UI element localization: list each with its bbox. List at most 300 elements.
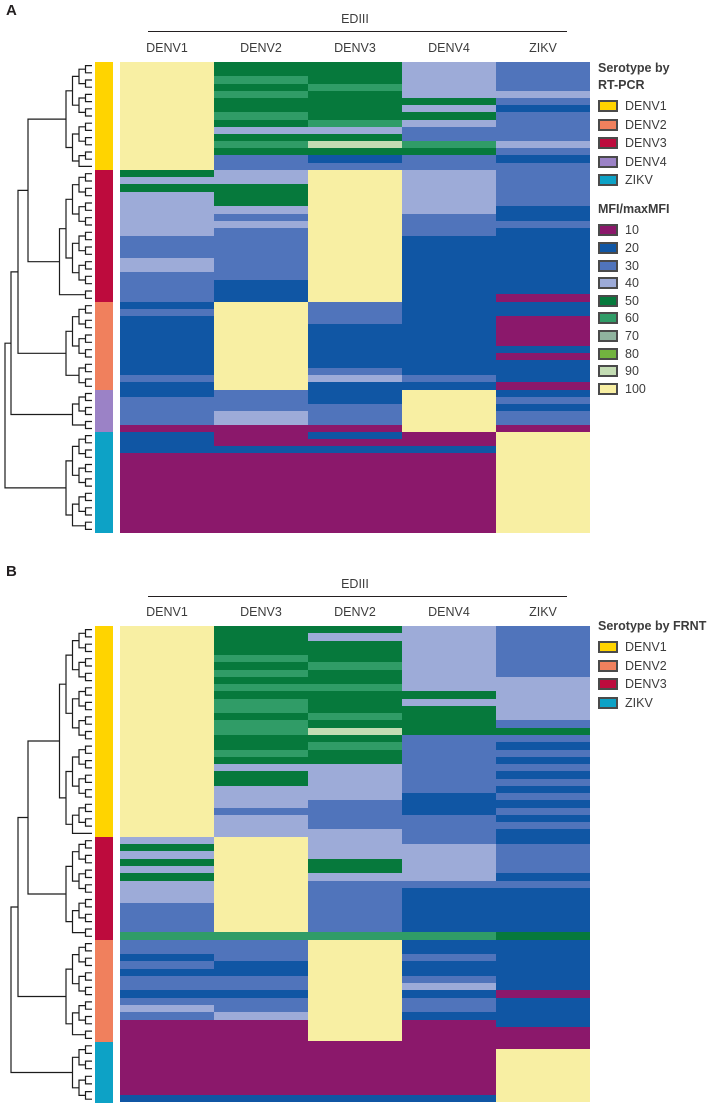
heatmap-cell <box>402 757 496 764</box>
heatmap-cell <box>214 214 308 221</box>
heatmap-cell <box>308 411 402 418</box>
heatmap-cell <box>214 998 308 1005</box>
heatmap-row <box>120 69 590 76</box>
heatmap-cell <box>402 903 496 910</box>
heatmap-cell <box>402 633 496 640</box>
heatmap-cell <box>402 214 496 221</box>
heatmap-cell <box>402 1080 496 1088</box>
heatmap-cell <box>120 228 214 235</box>
heatmap-row <box>120 1072 590 1080</box>
heatmap-row <box>120 199 590 206</box>
heatmap-cell <box>402 141 496 148</box>
heatmap-cell <box>308 786 402 793</box>
heatmap-cell <box>308 888 402 895</box>
heatmap-cell <box>402 243 496 250</box>
heatmap-cell <box>214 287 308 294</box>
heatmap-cell <box>496 969 590 976</box>
heatmap-cell <box>308 404 402 411</box>
heatmap-cell <box>120 742 214 749</box>
heatmap-row <box>120 504 590 511</box>
heatmap-row <box>120 397 590 404</box>
heatmap-cell <box>120 998 214 1005</box>
heatmap-row <box>120 482 590 489</box>
heatmap-cell <box>120 360 214 367</box>
heatmap-cell <box>214 757 308 764</box>
heatmap-cell <box>120 206 214 213</box>
heatmap-cell <box>402 1072 496 1080</box>
heatmap-cell <box>496 662 590 669</box>
heatmap-cell <box>402 482 496 489</box>
heatmap-cell <box>496 346 590 353</box>
heatmap-cell <box>496 851 590 858</box>
heatmap-cell <box>496 390 590 397</box>
mfi-legend-label: 90 <box>625 364 639 379</box>
heatmap-cell <box>402 626 496 633</box>
heatmap-cell <box>496 382 590 389</box>
heatmap-cell <box>308 446 402 453</box>
heatmap-row <box>120 76 590 83</box>
heatmap-row <box>120 677 590 684</box>
heatmap-cell <box>120 800 214 807</box>
mfi-legend-swatch <box>598 330 618 342</box>
column-label-denv1: DENV1 <box>146 41 188 55</box>
heatmap-cell <box>308 873 402 880</box>
heatmap-cell <box>120 910 214 917</box>
heatmap-cell <box>308 346 402 353</box>
heatmap-cell <box>120 662 214 669</box>
heatmap-cell <box>496 525 590 532</box>
heatmap-row <box>120 265 590 272</box>
heatmap-row <box>120 280 590 287</box>
heatmap-cell <box>214 655 308 662</box>
heatmap-cell <box>214 316 308 323</box>
heatmap-cell <box>120 134 214 141</box>
heatmap-cell <box>120 829 214 836</box>
heatmap-cell <box>402 76 496 83</box>
heatmap-cell <box>402 691 496 698</box>
heatmap-row <box>120 346 590 353</box>
heatmap-cell <box>120 961 214 968</box>
heatmap-cell <box>496 873 590 880</box>
heatmap-cell <box>402 932 496 939</box>
heatmap-cell <box>402 662 496 669</box>
heatmap-cell <box>214 504 308 511</box>
panel-b-legend <box>598 618 710 714</box>
mfi-legend-items <box>598 223 710 395</box>
heatmap-cell <box>214 932 308 939</box>
heatmap-cell <box>402 206 496 213</box>
heatmap-row <box>120 983 590 990</box>
heatmap-cell <box>120 148 214 155</box>
heatmap-cell <box>214 243 308 250</box>
serotype-bar-segment-zikv <box>95 1042 113 1103</box>
heatmap-cell <box>308 112 402 119</box>
heatmap-cell <box>496 881 590 888</box>
heatmap-row <box>120 134 590 141</box>
heatmap-cell <box>308 655 402 662</box>
heatmap-cell <box>308 280 402 287</box>
heatmap-cell <box>402 112 496 119</box>
panel-a-legend <box>598 60 710 399</box>
heatmap-cell <box>308 1064 402 1072</box>
heatmap-cell <box>214 294 308 301</box>
heatmap-cell <box>402 432 496 439</box>
heatmap-cell <box>214 1034 308 1041</box>
heatmap-cell <box>402 954 496 961</box>
heatmap-cell <box>214 62 308 69</box>
heatmap-cell <box>402 998 496 1005</box>
heatmap-cell <box>496 338 590 345</box>
heatmap-cell <box>402 302 496 309</box>
heatmap-cell <box>120 287 214 294</box>
heatmap-row <box>120 98 590 105</box>
heatmap-cell <box>214 120 308 127</box>
heatmap-cell <box>308 954 402 961</box>
heatmap-cell <box>402 62 496 69</box>
heatmap-row <box>120 316 590 323</box>
heatmap-cell <box>120 236 214 243</box>
heatmap-row <box>120 214 590 221</box>
heatmap-row <box>120 771 590 778</box>
heatmap-cell <box>402 489 496 496</box>
heatmap-cell <box>308 670 402 677</box>
heatmap-cell <box>214 713 308 720</box>
heatmap-cell <box>402 338 496 345</box>
heatmap-cell <box>120 866 214 873</box>
mfi-legend-label: 30 <box>625 258 639 273</box>
heatmap-row <box>120 641 590 648</box>
heatmap-row <box>120 243 590 250</box>
heatmap-row <box>120 177 590 184</box>
heatmap-cell <box>214 221 308 228</box>
heatmap-cell <box>214 170 308 177</box>
heatmap-cell <box>120 720 214 727</box>
heatmap-row <box>120 148 590 155</box>
heatmap-row <box>120 309 590 316</box>
heatmap-cell <box>402 983 496 990</box>
heatmap-cell <box>402 895 496 902</box>
heatmap-cell <box>402 496 496 503</box>
mfi-legend-item <box>598 364 710 378</box>
heatmap-row <box>120 851 590 858</box>
heatmap-cell <box>214 302 308 309</box>
heatmap-cell <box>496 221 590 228</box>
heatmap-cell <box>496 112 590 119</box>
heatmap-cell <box>308 750 402 757</box>
panel-a-dendrogram <box>2 62 92 533</box>
heatmap-cell <box>496 954 590 961</box>
heatmap-cell <box>120 822 214 829</box>
heatmap-cell <box>214 626 308 633</box>
heatmap-cell <box>308 84 402 91</box>
panel-b-ediii-line <box>148 596 567 597</box>
heatmap-cell <box>308 432 402 439</box>
serotype-legend-a-label: DENV3 <box>625 136 667 151</box>
heatmap-cell <box>496 177 590 184</box>
heatmap-cell <box>308 932 402 939</box>
heatmap-cell <box>308 903 402 910</box>
heatmap-cell <box>214 1020 308 1027</box>
heatmap-cell <box>120 331 214 338</box>
heatmap-cell <box>120 917 214 924</box>
heatmap-cell <box>496 511 590 518</box>
heatmap-cell <box>402 163 496 170</box>
heatmap-cell <box>120 170 214 177</box>
heatmap-row <box>120 221 590 228</box>
heatmap-cell <box>496 1049 590 1057</box>
heatmap-row <box>120 294 590 301</box>
heatmap-cell <box>120 460 214 467</box>
heatmap-row <box>120 236 590 243</box>
heatmap-cell <box>120 439 214 446</box>
heatmap-row <box>120 793 590 800</box>
heatmap-row <box>120 155 590 162</box>
heatmap-cell <box>214 940 308 947</box>
heatmap-cell <box>214 1064 308 1072</box>
heatmap-cell <box>308 155 402 162</box>
heatmap-row <box>120 84 590 91</box>
heatmap-cell <box>120 418 214 425</box>
heatmap-cell <box>496 844 590 851</box>
heatmap-cell <box>496 684 590 691</box>
heatmap-cell <box>308 815 402 822</box>
heatmap-cell <box>214 735 308 742</box>
heatmap-cell <box>496 163 590 170</box>
heatmap-cell <box>120 468 214 475</box>
heatmap-cell <box>402 677 496 684</box>
heatmap-cell <box>120 641 214 648</box>
heatmap-cell <box>214 1087 308 1095</box>
heatmap-cell <box>120 691 214 698</box>
heatmap-cell <box>402 127 496 134</box>
serotype-legend-a-label: DENV4 <box>625 154 667 169</box>
heatmap-cell <box>308 360 402 367</box>
heatmap-cell <box>496 294 590 301</box>
heatmap-cell <box>402 1020 496 1027</box>
heatmap-cell <box>214 228 308 235</box>
panel-a-ediii-title: EDIII <box>341 12 369 26</box>
heatmap-cell <box>214 360 308 367</box>
heatmap-row <box>120 258 590 265</box>
heatmap-cell <box>402 404 496 411</box>
heatmap-cell <box>120 925 214 932</box>
heatmap-cell <box>496 287 590 294</box>
heatmap-cell <box>214 134 308 141</box>
mfi-legend-item <box>598 382 710 396</box>
serotype-legend-a-item <box>598 173 710 187</box>
heatmap-cell <box>496 815 590 822</box>
heatmap-cell <box>308 324 402 331</box>
heatmap-cell <box>496 917 590 924</box>
mfi-legend-label: 80 <box>625 346 639 361</box>
heatmap-cell <box>120 932 214 939</box>
heatmap-cell <box>308 460 402 467</box>
heatmap-cell <box>214 1005 308 1012</box>
heatmap-cell <box>308 983 402 990</box>
heatmap-cell <box>120 511 214 518</box>
heatmap-cell <box>496 127 590 134</box>
heatmap-cell <box>308 221 402 228</box>
heatmap-cell <box>402 720 496 727</box>
mfi-legend-swatch <box>598 312 618 324</box>
heatmap-cell <box>402 324 496 331</box>
heatmap-cell <box>308 800 402 807</box>
heatmap-cell <box>496 91 590 98</box>
column-label-denv1: DENV1 <box>146 605 188 619</box>
heatmap-cell <box>120 1095 214 1103</box>
heatmap-cell <box>120 750 214 757</box>
heatmap-cell <box>402 425 496 432</box>
heatmap-cell <box>496 983 590 990</box>
mfi-legend-item <box>598 223 710 237</box>
heatmap-row <box>120 425 590 432</box>
heatmap-row <box>120 633 590 640</box>
heatmap-cell <box>214 112 308 119</box>
heatmap-cell <box>402 69 496 76</box>
heatmap-cell <box>308 822 402 829</box>
heatmap-cell <box>120 954 214 961</box>
heatmap-cell <box>496 199 590 206</box>
heatmap-cell <box>308 105 402 112</box>
heatmap-cell <box>402 829 496 836</box>
heatmap-cell <box>308 418 402 425</box>
heatmap-cell <box>120 771 214 778</box>
heatmap-cell <box>120 626 214 633</box>
heatmap-cell <box>308 397 402 404</box>
heatmap-cell <box>308 1005 402 1012</box>
heatmap-cell <box>496 214 590 221</box>
heatmap-cell <box>496 859 590 866</box>
heatmap-cell <box>402 1034 496 1041</box>
heatmap-row <box>120 475 590 482</box>
heatmap-row <box>120 418 590 425</box>
heatmap-cell <box>496 947 590 954</box>
heatmap-cell <box>496 482 590 489</box>
heatmap-cell <box>496 468 590 475</box>
heatmap-cell <box>496 432 590 439</box>
serotype-legend-b-label: ZIKV <box>625 695 653 710</box>
heatmap-cell <box>214 633 308 640</box>
heatmap-cell <box>402 750 496 757</box>
heatmap-cell <box>496 316 590 323</box>
heatmap-cell <box>496 677 590 684</box>
heatmap-cell <box>496 998 590 1005</box>
heatmap-cell <box>120 105 214 112</box>
heatmap-cell <box>402 98 496 105</box>
heatmap-row <box>120 888 590 895</box>
heatmap-cell <box>120 62 214 69</box>
heatmap-cell <box>308 76 402 83</box>
heatmap-cell <box>120 655 214 662</box>
mfi-legend-item <box>598 294 710 308</box>
mfi-legend-swatch <box>598 365 618 377</box>
heatmap-cell <box>496 331 590 338</box>
mfi-legend-swatch <box>598 277 618 289</box>
serotype-legend-a-swatch <box>598 137 618 149</box>
heatmap-cell <box>120 112 214 119</box>
heatmap-cell <box>308 1095 402 1103</box>
heatmap-cell <box>496 475 590 482</box>
heatmap-row <box>120 127 590 134</box>
heatmap-cell <box>120 265 214 272</box>
heatmap-cell <box>402 917 496 924</box>
heatmap-cell <box>496 353 590 360</box>
heatmap-cell <box>120 1072 214 1080</box>
heatmap-cell <box>308 735 402 742</box>
heatmap-cell <box>496 1064 590 1072</box>
heatmap-cell <box>214 947 308 954</box>
heatmap-row <box>120 822 590 829</box>
heatmap-cell <box>120 475 214 482</box>
heatmap-cell <box>308 316 402 323</box>
heatmap-cell <box>496 105 590 112</box>
heatmap-cell <box>120 888 214 895</box>
heatmap-cell <box>496 808 590 815</box>
heatmap-cell <box>308 331 402 338</box>
heatmap-cell <box>402 822 496 829</box>
serotype-bar-segment-denv1 <box>95 62 113 170</box>
heatmap-cell <box>214 641 308 648</box>
heatmap-cell <box>308 1020 402 1027</box>
heatmap-cell <box>120 859 214 866</box>
heatmap-cell <box>402 192 496 199</box>
heatmap-cell <box>402 910 496 917</box>
heatmap-row <box>120 302 590 309</box>
heatmap-cell <box>308 214 402 221</box>
heatmap-cell <box>214 192 308 199</box>
heatmap-cell <box>308 662 402 669</box>
heatmap-cell <box>496 141 590 148</box>
heatmap-row <box>120 91 590 98</box>
heatmap-cell <box>402 947 496 954</box>
heatmap-row <box>120 626 590 633</box>
heatmap-cell <box>214 98 308 105</box>
heatmap-cell <box>214 258 308 265</box>
heatmap-cell <box>402 294 496 301</box>
heatmap-cell <box>308 648 402 655</box>
heatmap-cell <box>120 881 214 888</box>
heatmap-cell <box>214 432 308 439</box>
heatmap-cell <box>120 757 214 764</box>
heatmap-cell <box>120 489 214 496</box>
heatmap-cell <box>496 368 590 375</box>
heatmap-cell <box>308 1012 402 1019</box>
heatmap-cell <box>308 1049 402 1057</box>
heatmap-cell <box>308 265 402 272</box>
heatmap-cell <box>496 250 590 257</box>
column-label-denv2: DENV2 <box>334 605 376 619</box>
mfi-legend-label: 50 <box>625 293 639 308</box>
heatmap-row <box>120 800 590 807</box>
heatmap-cell <box>308 287 402 294</box>
heatmap-cell <box>402 670 496 677</box>
heatmap-row <box>120 324 590 331</box>
heatmap-cell <box>120 163 214 170</box>
heatmap-cell <box>308 1027 402 1034</box>
heatmap-cell <box>120 425 214 432</box>
panel-a-column-labels <box>120 41 590 55</box>
heatmap-cell <box>496 1012 590 1019</box>
heatmap-cell <box>214 976 308 983</box>
heatmap-cell <box>120 525 214 532</box>
heatmap-cell <box>214 888 308 895</box>
heatmap-cell <box>214 895 308 902</box>
heatmap-cell <box>308 309 402 316</box>
heatmap-cell <box>402 873 496 880</box>
serotype-legend-b-item <box>598 659 710 673</box>
heatmap-cell <box>214 460 308 467</box>
heatmap-row <box>120 518 590 525</box>
